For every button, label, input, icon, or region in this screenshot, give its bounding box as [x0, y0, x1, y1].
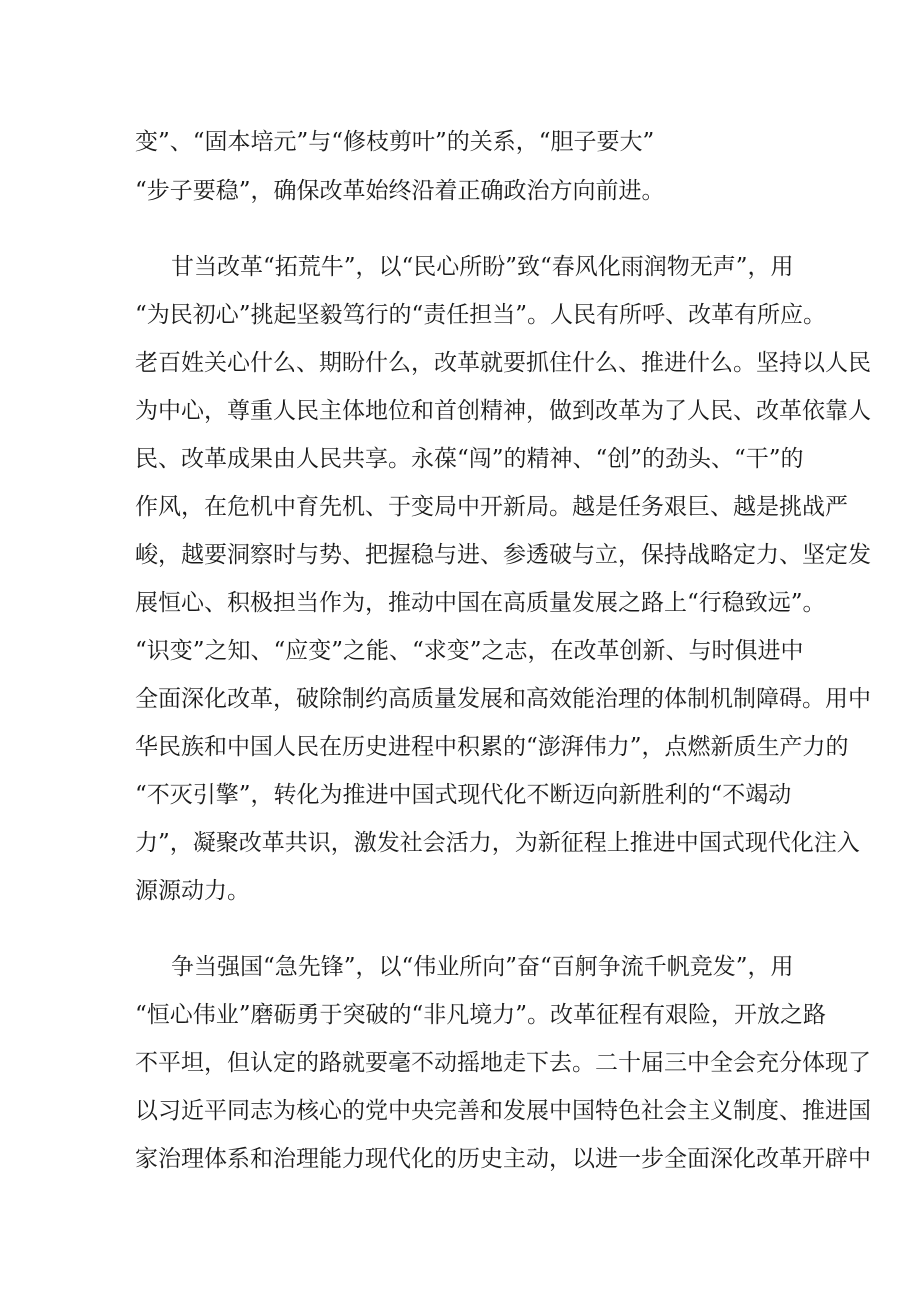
- paragraph-2-line-7: 峻，越要洞察时与势、把握稳与进、参透破与立，保持战略定力、坚定发: [135, 542, 871, 568]
- paragraph-2-line-4: 为中心，尊重人民主体地位和首创精神，做到改革为了人民、改革依靠人: [135, 398, 871, 424]
- paragraph-3-line-2: “恒心伟业”磨砺勇于突破的“非凡境力”。改革征程有艰险，开放之路: [135, 1002, 827, 1028]
- paragraph-3-line-3: 不平坦，但认定的路就要毫不动摇地走下去。二十届三中全会充分体现了: [135, 1050, 871, 1076]
- paragraph-2-line-5: 民、改革成果由人民共享。永葆“闯”的精神、“创”的劲头、“干”的: [135, 446, 804, 472]
- paragraph-1-line-1: 变”、“固本培元”与“修枝剪叶”的关系，“胆子要大”: [135, 129, 655, 155]
- paragraph-2-line-8: 展恒心、积极担当作为，推动中国在高质量发展之路上“行稳致远”。: [135, 590, 826, 616]
- paragraph-2-line-10: 全面深化改革，破除制约高质量发展和高效能治理的体制机制障碍。用中: [135, 686, 871, 712]
- paragraph-1-line-2: “步子要稳”，确保改革始终沿着正确政治方向前进。: [135, 178, 665, 204]
- paragraph-2-line-9: “识变”之知、“应变”之能、“求变”之志，在改革创新、与时俱进中: [135, 638, 804, 664]
- paragraph-3-line-1: 争当强国“急先锋”，以“伟业所向”奋“百舸争流千帆竞发”，用: [171, 954, 794, 980]
- paragraph-2-line-2: “为民初心”挑起坚毅笃行的“责任担当”。人民有所呼、改革有所应。: [135, 302, 827, 328]
- paragraph-3-line-5: 家治理体系和治理能力现代化的历史主动，以进一步全面深化改革开辟中: [135, 1146, 871, 1172]
- paragraph-2-line-12: “不灭引擎”，转化为推进中国式现代化不断迈向新胜利的“不竭动: [135, 782, 792, 808]
- paragraph-2-line-14: 源源动力。: [135, 878, 250, 904]
- paragraph-2-line-1: 甘当改革“拓荒牛”，以“民心所盼”致“春风化雨润物无声”，用: [171, 254, 794, 280]
- paragraph-2-line-11: 华民族和中国人民在历史进程中积累的“澎湃伟力”，点燃新质生产力的: [135, 734, 849, 760]
- paragraph-2-line-13: 力”，凝聚改革共识，激发社会活力，为新征程上推进中国式现代化注入: [135, 830, 860, 856]
- paragraph-2-line-3: 老百姓关心什么、期盼什么，改革就要抓住什么、推进什么。坚持以人民: [135, 350, 871, 376]
- paragraph-3-line-4: 以习近平同志为核心的党中央完善和发展中国特色社会主义制度、推进国: [135, 1098, 871, 1124]
- paragraph-2-line-6: 作风，在危机中育先机、于变局中开新局。越是任务艰巨、越是挑战严: [135, 494, 848, 520]
